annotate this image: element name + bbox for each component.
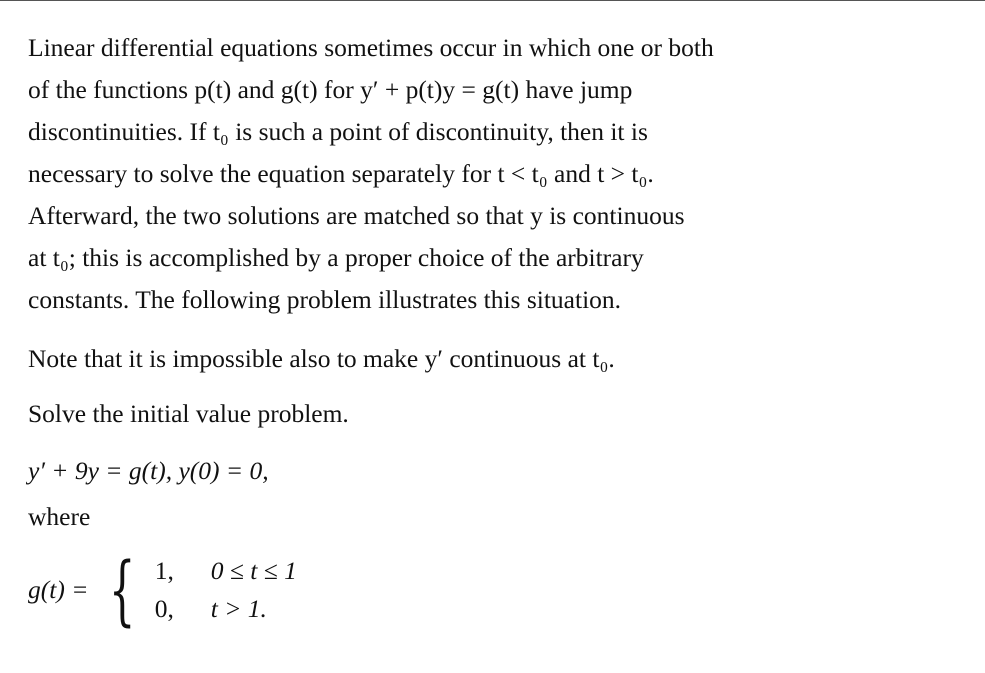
piecewise-definition [28, 545, 297, 634]
case-1-condition: 0 ≤ t ≤ 1 [210, 556, 297, 585]
intro-line-3: discontinuities. If t₀ is such a point of discontinuity, then it is [28, 117, 648, 146]
case-2-value: 0, [154, 594, 174, 623]
intro-line-1: Linear differential equations sometimes occur in which one or both [28, 33, 714, 62]
intro-paragraph [28, 27, 958, 321]
intro-line-7: constants. The following problem illustrates this situation. [28, 285, 622, 314]
intro-line-2: of the functions p(t) and g(t) for y′ + p(t)y = g(t) have jump [28, 75, 633, 104]
top-divider [0, 0, 985, 1]
instruction-paragraph: Solve the initial value problem. [28, 399, 349, 428]
ode-equation: y′ + 9y = g(t), y(0) = 0, [28, 456, 269, 485]
where-label: where [28, 502, 91, 531]
intro-line-4: necessary to solve the equation separately for t < t₀ and t > t₀. [28, 159, 654, 188]
case-2-condition: t > 1. [210, 594, 267, 623]
intro-line-6: at t₀; this is accomplished by a proper choice of the arbitrary [28, 243, 644, 272]
piecewise-lhs: g(t) = [28, 575, 89, 604]
note-paragraph: Note that it is impossible also to make y′ continuous at t₀. [28, 344, 615, 373]
intro-line-5: Afterward, the two solutions are matched so that y is continuous [28, 201, 685, 230]
left-brace-symbol: { [109, 545, 136, 634]
case-1-value: 1, [154, 556, 174, 585]
piecewise-cases [155, 555, 297, 625]
